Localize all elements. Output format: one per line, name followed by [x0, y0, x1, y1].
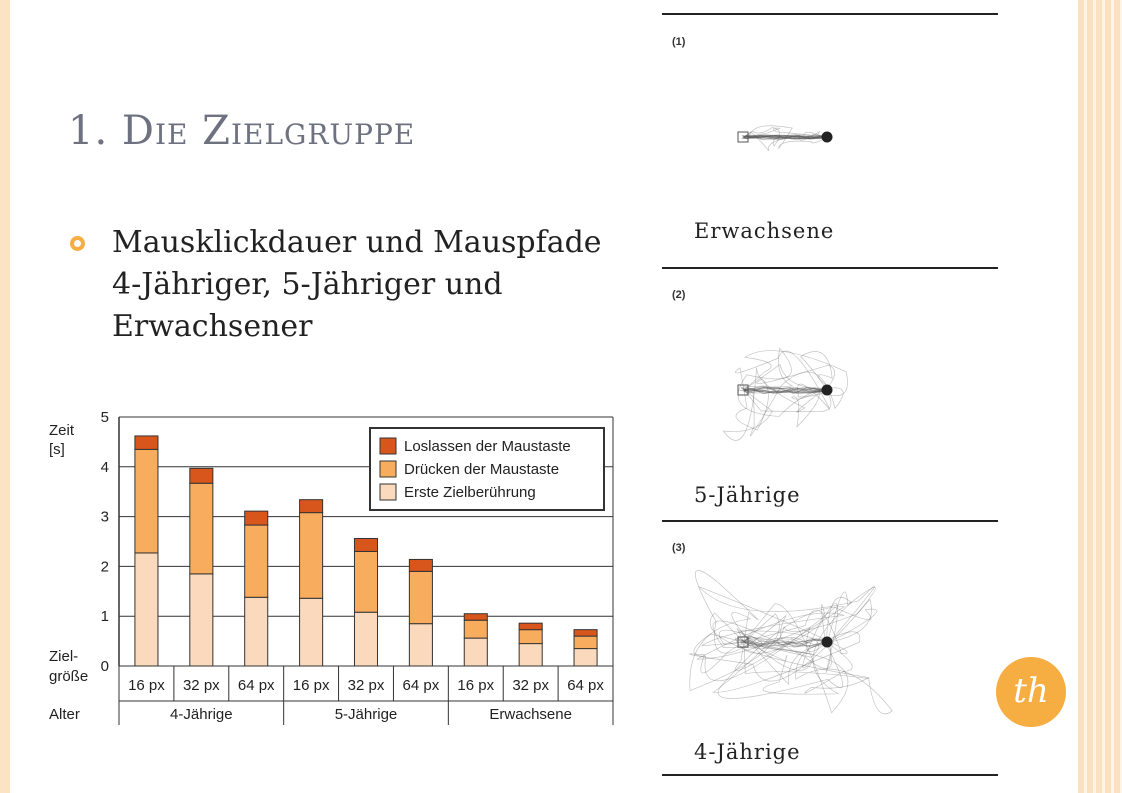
logo-text: th: [1013, 671, 1049, 711]
bar-segment: [190, 483, 213, 574]
bar-segment: [300, 598, 323, 666]
mouse-path-panel: [689, 570, 892, 713]
stacked-bar-chart: [36, 400, 626, 732]
group-label: 5-Jährige: [334, 706, 398, 723]
bar-segment: [135, 449, 158, 553]
bar-segment: [245, 525, 268, 597]
legend-label: Loslassen der Maustaste: [404, 438, 571, 455]
bullet-icon: [70, 236, 85, 251]
mouse-path-line: [723, 367, 824, 440]
x-tick-label: 32 px: [347, 677, 385, 694]
x-tick-label: 16 px: [292, 677, 330, 694]
mouse-path-panel: [723, 348, 847, 440]
bar-segment: [409, 571, 432, 623]
panel-3-label: 4-Jährige: [694, 740, 801, 764]
slide-title: 1. Die Zielgruppe: [68, 108, 416, 154]
panel-rule-top: [662, 13, 998, 15]
legend-label: Drücken der Maustaste: [404, 461, 560, 478]
th-logo: [996, 657, 1066, 727]
bar-segment: [300, 500, 323, 513]
mouse-path-figure: [662, 0, 1002, 793]
bar-segment: [245, 511, 268, 525]
bar-segment: [190, 574, 213, 666]
bar-segment: [519, 623, 542, 629]
panel-rule-2: [662, 520, 998, 522]
bar-segment: [519, 644, 542, 666]
y-tick-label: 5: [100, 409, 109, 426]
panel-1-number: (1): [672, 36, 686, 48]
x-axis-label-age: Alter: [49, 706, 80, 723]
legend-swatch: [380, 461, 396, 477]
bar-segment: [135, 553, 158, 666]
panel-1-label: Erwachsene: [694, 219, 835, 243]
x-tick-label: 32 px: [182, 677, 220, 694]
x-axis-label-size: Ziel-größe: [49, 648, 89, 685]
legend-label: Erste Zielberührung: [404, 484, 536, 501]
x-tick-label: 32 px: [512, 677, 550, 694]
bar-segment: [464, 614, 487, 620]
bar-segment: [409, 624, 432, 666]
bar-segment: [354, 612, 377, 666]
panel-rule-1: [662, 267, 998, 269]
x-tick-label: 64 px: [237, 677, 275, 694]
end-point-dot: [822, 132, 833, 143]
x-tick-label: 64 px: [567, 677, 604, 694]
group-label: 4-Jährige: [170, 706, 233, 723]
group-label: Erwachsene: [489, 706, 572, 723]
y-tick-label: 4: [100, 458, 109, 476]
legend-swatch: [380, 484, 396, 500]
panel-2-number: (2): [672, 289, 686, 301]
x-tick-label: 64 px: [402, 677, 440, 694]
legend-swatch: [380, 438, 396, 454]
bar-segment: [519, 630, 542, 644]
y-tick-label: 1: [100, 608, 109, 626]
x-tick-label: 16 px: [128, 677, 165, 694]
panel-3-number: (3): [672, 542, 686, 554]
y-tick-label: 3: [100, 508, 109, 526]
bar-segment: [354, 539, 377, 552]
y-tick-label: 0: [100, 658, 109, 675]
bar-segment: [190, 468, 213, 483]
panel-rule-bottom: [662, 774, 998, 776]
bar-segment: [464, 620, 487, 638]
bar-segment: [354, 551, 377, 612]
end-point-dot: [822, 637, 833, 648]
y-axis-label: Zeit [s]: [49, 422, 75, 458]
bar-segment: [300, 513, 323, 599]
right-border-stripes: [1078, 0, 1122, 793]
bar-segment: [574, 630, 597, 636]
bar-segment: [409, 559, 432, 571]
bar-segment: [245, 597, 268, 666]
mouse-path-line: [710, 613, 869, 693]
bar-segment: [464, 638, 487, 666]
end-point-dot: [822, 385, 833, 396]
panel-2-label: 5-Jährige: [694, 483, 801, 507]
y-tick-label: 2: [100, 558, 109, 576]
mouse-path-line: [744, 131, 825, 151]
left-border: [0, 0, 10, 793]
bar-segment: [135, 436, 158, 449]
bullet-text: Mausklickdauer und Mauspfade 4-Jähriger, 5-Jähriger und Erwachsener: [112, 225, 602, 344]
bar-segment: [574, 636, 597, 648]
x-tick-label: 16 px: [457, 677, 495, 694]
mouse-path-panel: [738, 126, 833, 151]
bar-segment: [574, 649, 597, 666]
